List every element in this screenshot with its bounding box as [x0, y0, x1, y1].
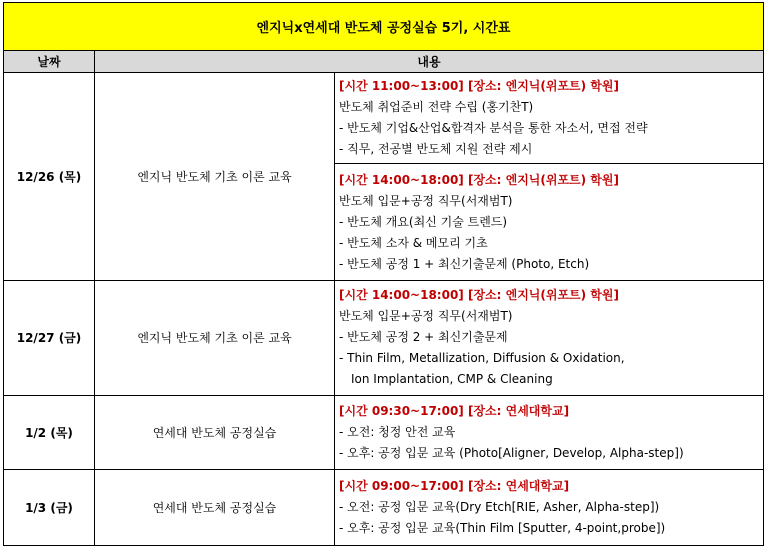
date-cell: 12/26 (목)	[4, 72, 95, 280]
header-content: 내용	[95, 51, 764, 72]
time-place-line: [시간 14:00~18:00] [장소: 엔지닉(위포트) 학원]	[339, 172, 619, 187]
date-cell: 1/2 (목)	[4, 395, 95, 470]
date-cell: 12/27 (금)	[4, 280, 95, 395]
course-cell: 엔지닉 반도체 기초 이론 교육	[95, 280, 335, 395]
schedule-row	[4, 280, 764, 395]
detail-block	[335, 72, 764, 164]
detail-block	[335, 395, 764, 470]
title-row	[4, 3, 764, 51]
course-cell: 연세대 반도체 공정실습	[95, 395, 335, 470]
detail-block	[335, 164, 764, 280]
course-cell: 연세대 반도체 공정실습	[95, 470, 335, 546]
detail-line: 반도체 취업준비 전략 수립 (홍기찬T)	[339, 100, 534, 115]
detail-line: - 오후: 공정 입문 교육(Thin Film [Sputter, 4-point,probe])	[339, 521, 666, 536]
header-date: 날짜	[4, 51, 95, 72]
detail-line: - 직무, 전공별 반도체 지원 전략 제시	[339, 142, 533, 157]
detail-line: - 반도체 기업&산업&합격자 분석을 통한 자소서, 면접 전략	[339, 121, 648, 136]
time-place-line: [시간 14:00~18:00] [장소: 엔지닉(위포트) 학원]	[339, 288, 619, 303]
header-row	[4, 51, 764, 72]
detail-block	[335, 470, 764, 546]
time-place-line: [시간 09:30~17:00] [장소: 연세대학교]	[339, 403, 570, 418]
course-cell: 엔지닉 반도체 기초 이론 교육	[95, 72, 335, 280]
detail-line: 반도체 입문+공정 직무(서재범T)	[339, 309, 513, 324]
detail-line: - 오전: 공정 입문 교육(Dry Etch[RIE, Asher, Alpha-step])	[339, 500, 660, 515]
time-place-line: [시간 09:00~17:00] [장소: 연세대학교]	[339, 479, 570, 494]
detail-line: - 반도체 공정 1 + 최신기출문제 (Photo, Etch)	[339, 256, 590, 271]
detail-line: - Thin Film, Metallization, Diffusion & Oxidation,	[339, 351, 625, 366]
detail-line: - 오전: 청정 안전 교육	[339, 424, 456, 439]
detail-line: Ion Implantation, CMP & Cleaning	[351, 372, 553, 387]
schedule-row	[4, 395, 764, 470]
date-cell: 1/3 (금)	[4, 470, 95, 546]
detail-line: - 오후: 공정 입문 교육 (Photo[Aligner, Develop, Alpha-step])	[339, 445, 684, 460]
detail-line: 반도체 입문+공정 직무(서재범T)	[339, 193, 513, 208]
detail-block	[335, 280, 764, 395]
detail-line: - 반도체 공정 2 + 최신기출문제	[339, 330, 508, 345]
schedule-row	[4, 470, 764, 546]
detail-line: - 반도체 소자 & 메모리 기초	[339, 235, 488, 250]
schedule-table	[3, 2, 764, 546]
table-title: 엔지닉x연세대 반도체 공정실습 5기, 시간표	[4, 3, 764, 51]
detail-line: - 반도체 개요(최신 기술 트렌드)	[339, 214, 508, 229]
schedule-row	[4, 72, 764, 164]
time-place-line: [시간 11:00~13:00] [장소: 엔지닉(위포트) 학원]	[339, 79, 619, 94]
